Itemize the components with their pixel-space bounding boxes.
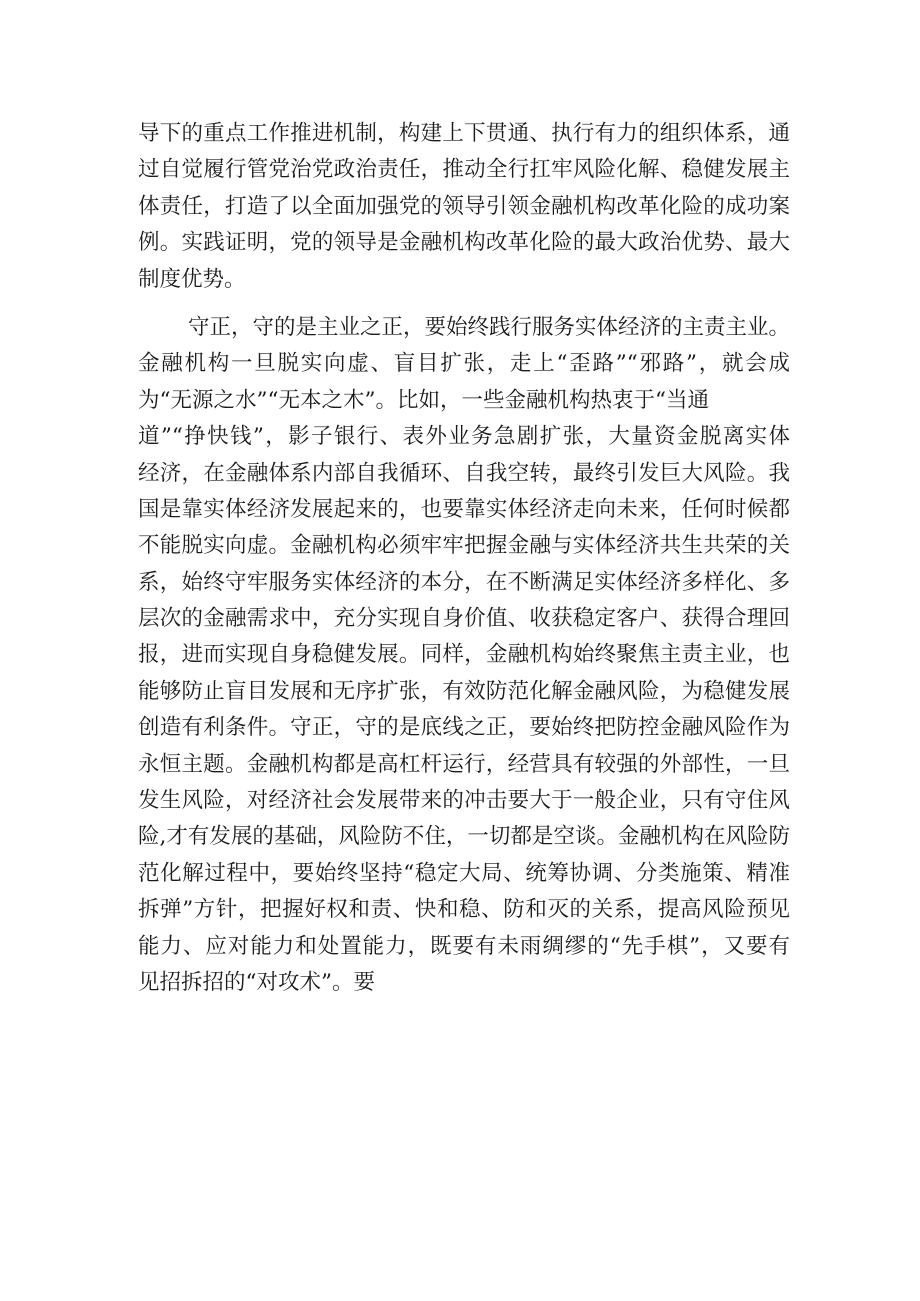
text-line: 制度优势。 (138, 266, 246, 292)
paragraph-2 (138, 310, 790, 1001)
text-line: 发生风险，对经济社会发展带来的冲击要大于一般企业，只有守住风 (138, 788, 790, 814)
text-line: 层次的金融需求中，充分实现自身价值、收获稳定客户、获得合理回 (138, 606, 790, 632)
text-line: 永恒主题。金融机构都是高杠杆运行，经营具有较强的外部性，一旦 (138, 751, 790, 777)
text-line: 导下的重点工作推进机制，构建上下贯通、执行有力的组织体系，通 (138, 121, 790, 146)
text-line: 过自觉履行管党治党政治责任，推动全行扛牢风险化解、稳健发展主 (138, 157, 790, 183)
text-line: 创造有利条件。守正，守的是底线之正，要始终把防控金融风险作为 (138, 715, 790, 741)
text-line: 拆弹”方针，把握好权和责、快和稳、防和灭的关系，提高风险预见 (138, 897, 790, 923)
text-line: 守正，守的是主业之正，要始终践行服务实体经济的主责主业。 (188, 314, 791, 340)
text-line: 道”“挣快钱”，影子银行、表外业务急剧扩张，大量资金脱离实体 (138, 424, 790, 450)
text-line: 金融机构一旦脱实向虚、盲目扩张，走上“歪路”“邪路”，就会成 (138, 351, 790, 377)
text-line: 不能脱实向虚。金融机构必须牢牢把握金融与实体经济共生共荣的关 (138, 533, 790, 559)
text-line: 国是靠实体经济发展起来的，也要靠实体经济走向未来，任何时候都 (138, 496, 790, 522)
paragraph-1 (138, 116, 790, 298)
text-line: 体责任，打造了以全面加强党的领导引领金融机构改革化险的成功案 (138, 193, 790, 219)
text-line: 见招拆招的“对攻术”。要 (138, 969, 375, 995)
document-body (138, 116, 790, 1001)
text-line: 范化解过程中，要始终坚持“稳定大局、统筹协调、分类施策、精准 (138, 860, 790, 886)
paragraph-spacer (138, 298, 790, 310)
text-line: 经济，在金融体系内部自我循环、自我空转，最终引发巨大风险。我 (138, 460, 790, 486)
text-line: 例。实践证明，党的领导是金融机构改革化险的最大政治优势、最大 (138, 230, 790, 256)
text-line: 能力、应对能力和处置能力，既要有未雨绸缪的“先手棋”，又要有 (138, 933, 790, 959)
text-line: 为“无源之水”“无本之木”。比如，一些金融机构热衷于“当通 (138, 387, 709, 413)
text-line: 系，始终守牢服务实体经济的本分，在不断满足实体经济多样化、多 (138, 569, 790, 595)
text-line: 能够防止盲目发展和无序扩张，有效防范化解金融风险，为稳健发展 (138, 678, 790, 704)
text-line: 险,才有发展的基础，风险防不住，一切都是空谈。金融机构在风险防 (138, 824, 790, 850)
text-line: 报，进而实现自身稳健发展。同样，金融机构始终聚焦主责主业，也 (138, 642, 790, 668)
